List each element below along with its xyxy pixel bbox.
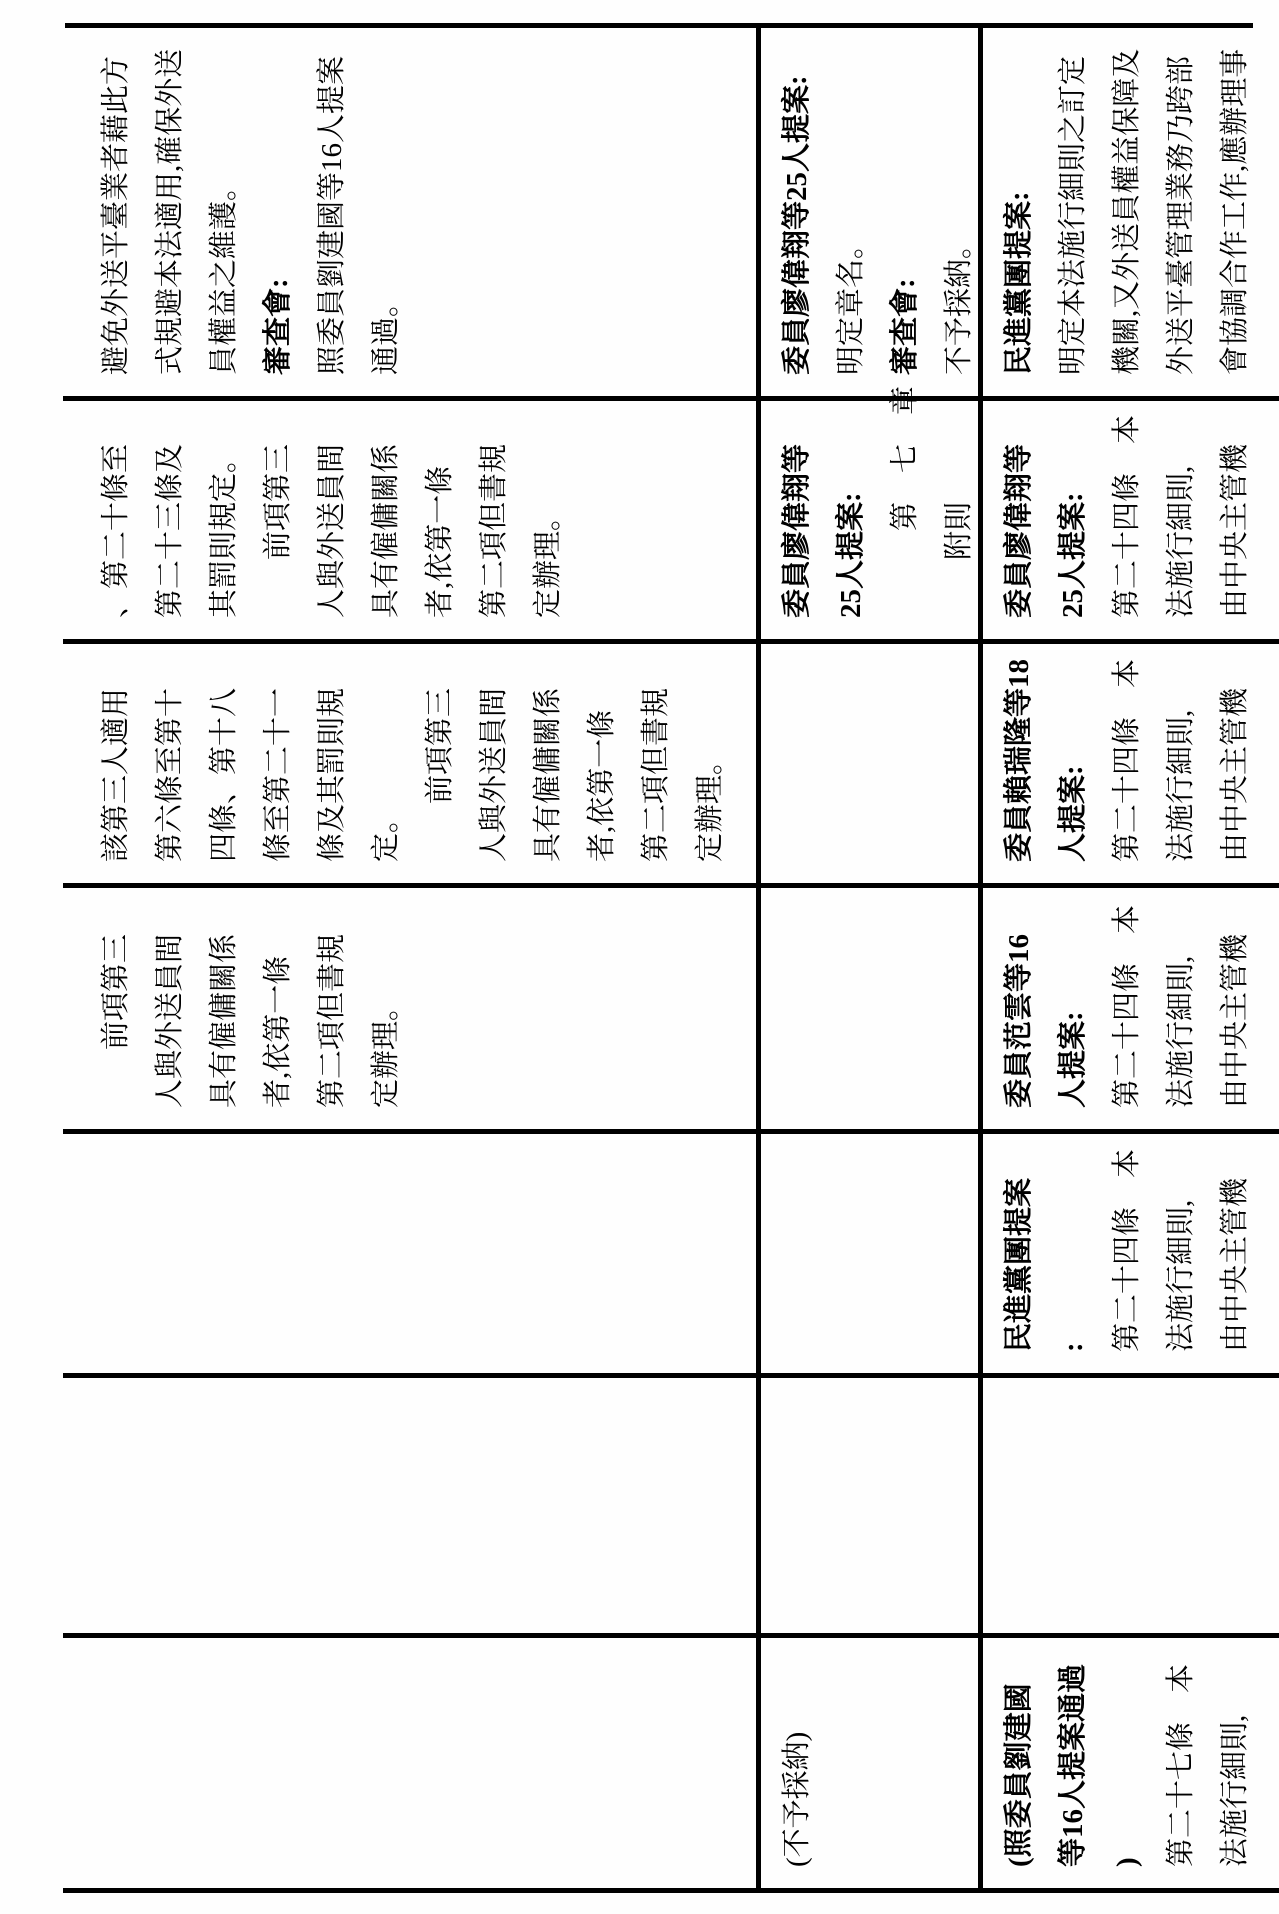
text-line: 會協調合作工作,應辦理事 xyxy=(1219,48,1251,375)
text-line: 定辦理。 xyxy=(370,991,402,1108)
text-line: 第二十四條 本 xyxy=(1111,414,1143,618)
text-line: 者,依第一條 xyxy=(262,955,294,1108)
text-line: 第 七 章 xyxy=(889,385,921,618)
text-line: 定辦理。 xyxy=(532,501,564,618)
text-line: : xyxy=(1057,1342,1089,1352)
text-line: 人提案: xyxy=(1057,1011,1089,1108)
cell-liao-proposal-rowA xyxy=(63,399,758,642)
text-line: 條及其罰則規 xyxy=(316,687,348,862)
cell-remarks-rowA xyxy=(63,26,758,399)
text-line: 委員廖偉翔等 xyxy=(1003,443,1035,618)
text-line: 附則 xyxy=(943,501,975,618)
text-line: 由中央主管機 xyxy=(1219,687,1251,862)
text-line: 者,依第一條 xyxy=(424,465,456,618)
text-line: 、第二十條至 xyxy=(100,443,132,618)
text-line: 前項第三 xyxy=(424,687,456,862)
text-line: 其罰則規定。 xyxy=(208,443,240,618)
text-line: 機關,又外送員權益保障及 xyxy=(1111,48,1143,375)
text-line: 該第三人適用 xyxy=(100,687,132,862)
text-line: 由中央主管機 xyxy=(1219,443,1251,618)
cell-remarks-rowB xyxy=(758,26,980,399)
cell-lai-proposal-rowC xyxy=(980,642,1279,886)
text-line: 外送平臺管理業務乃跨部 xyxy=(1165,55,1197,375)
text-line: 法施行細則, xyxy=(1165,465,1197,618)
text-line: 審查會: xyxy=(889,278,921,375)
text-line: 四條、第十八 xyxy=(208,687,240,862)
text-line: 前項第三 xyxy=(262,443,294,618)
text-line: 法施行細則, xyxy=(1219,1714,1251,1867)
text-line: ) xyxy=(1111,1857,1143,1867)
cell-committee-text-rowC xyxy=(980,1636,1279,1891)
text-line: 定。 xyxy=(370,803,402,862)
text-line: 第二十三條及 xyxy=(154,443,186,618)
text-line: 委員廖偉翔等 xyxy=(781,443,813,618)
text-line: 員權益之維護。 xyxy=(208,171,240,375)
text-line: 第二項但書規 xyxy=(478,443,510,618)
text-line: 人與外送員間 xyxy=(316,443,348,618)
text-line: 第二十七條 本 xyxy=(1165,1663,1197,1867)
text-line: 具有僱傭關係 xyxy=(370,443,402,618)
text-line: 第二項但書規 xyxy=(316,933,348,1108)
text-line: 審查會: xyxy=(262,278,294,375)
text-line: 不予採納。 xyxy=(943,229,975,375)
text-line: 明定章名。 xyxy=(835,229,867,375)
text-line: 第二十四條 本 xyxy=(1111,904,1143,1108)
text-line: 具有僱傭關係 xyxy=(532,687,564,862)
text-line: 25人提案: xyxy=(1057,492,1089,618)
cell-fan-proposal-rowC xyxy=(980,886,1279,1132)
text-line: 通過。 xyxy=(370,287,402,375)
cell-dpp-proposal-rowC xyxy=(980,1132,1279,1376)
text-line: 由中央主管機 xyxy=(1219,1177,1251,1352)
text-line: 法施行細則, xyxy=(1165,709,1197,862)
text-line: 人與外送員間 xyxy=(478,687,510,862)
text-line: 法施行細則, xyxy=(1165,1199,1197,1352)
text-line: 第六條至第十 xyxy=(154,687,186,862)
text-line: (照委員劉建國 xyxy=(1003,1683,1035,1867)
cell-liao-proposal-rowC xyxy=(980,399,1279,642)
text-line: 法施行細則, xyxy=(1165,955,1197,1108)
text-line: 民進黨團提案 xyxy=(1003,1177,1035,1352)
text-line: 避免外送平臺業者藉此方 xyxy=(100,55,132,375)
text-line: (不予採納) xyxy=(781,1731,813,1867)
text-line: 定辦理。 xyxy=(694,745,726,862)
cell-liao-proposal-rowB xyxy=(758,385,980,642)
text-line: 委員范雲等16 xyxy=(1003,933,1035,1108)
text-line: 民進黨團提案: xyxy=(1003,191,1035,375)
text-line: 委員賴瑞隆等18 xyxy=(1003,658,1035,862)
cell-committee-decision-rowB xyxy=(758,1636,980,1891)
text-line: 人提案: xyxy=(1057,765,1089,862)
text-line: 委員廖偉翔等25人提案: xyxy=(781,75,813,375)
cell-fan-proposal-rowA xyxy=(63,886,758,1132)
text-line: 第二項但書規 xyxy=(640,687,672,862)
text-line: 等16人提案通過 xyxy=(1057,1663,1089,1867)
text-line: 式規避本法適用,確保外送 xyxy=(154,48,186,375)
text-line: 照委員劉建國等16人提案 xyxy=(316,55,348,375)
text-line: 明定本法施行細則之訂定 xyxy=(1057,55,1089,375)
text-line: 第二十四條 本 xyxy=(1111,1148,1143,1352)
text-line: 者,依第一條 xyxy=(586,709,618,862)
cell-lai-proposal-rowA xyxy=(63,642,758,886)
text-line: 人與外送員間 xyxy=(154,933,186,1108)
text-line: 前項第三 xyxy=(100,933,132,1108)
text-line: 25人提案: xyxy=(835,492,867,618)
text-line: 由中央主管機 xyxy=(1219,933,1251,1108)
text-line: 條至第二十一 xyxy=(262,687,294,862)
cell-remarks-rowC xyxy=(980,26,1279,399)
text-line: 第二十四條 本 xyxy=(1111,658,1143,862)
text-line: 具有僱傭關係 xyxy=(208,933,240,1108)
